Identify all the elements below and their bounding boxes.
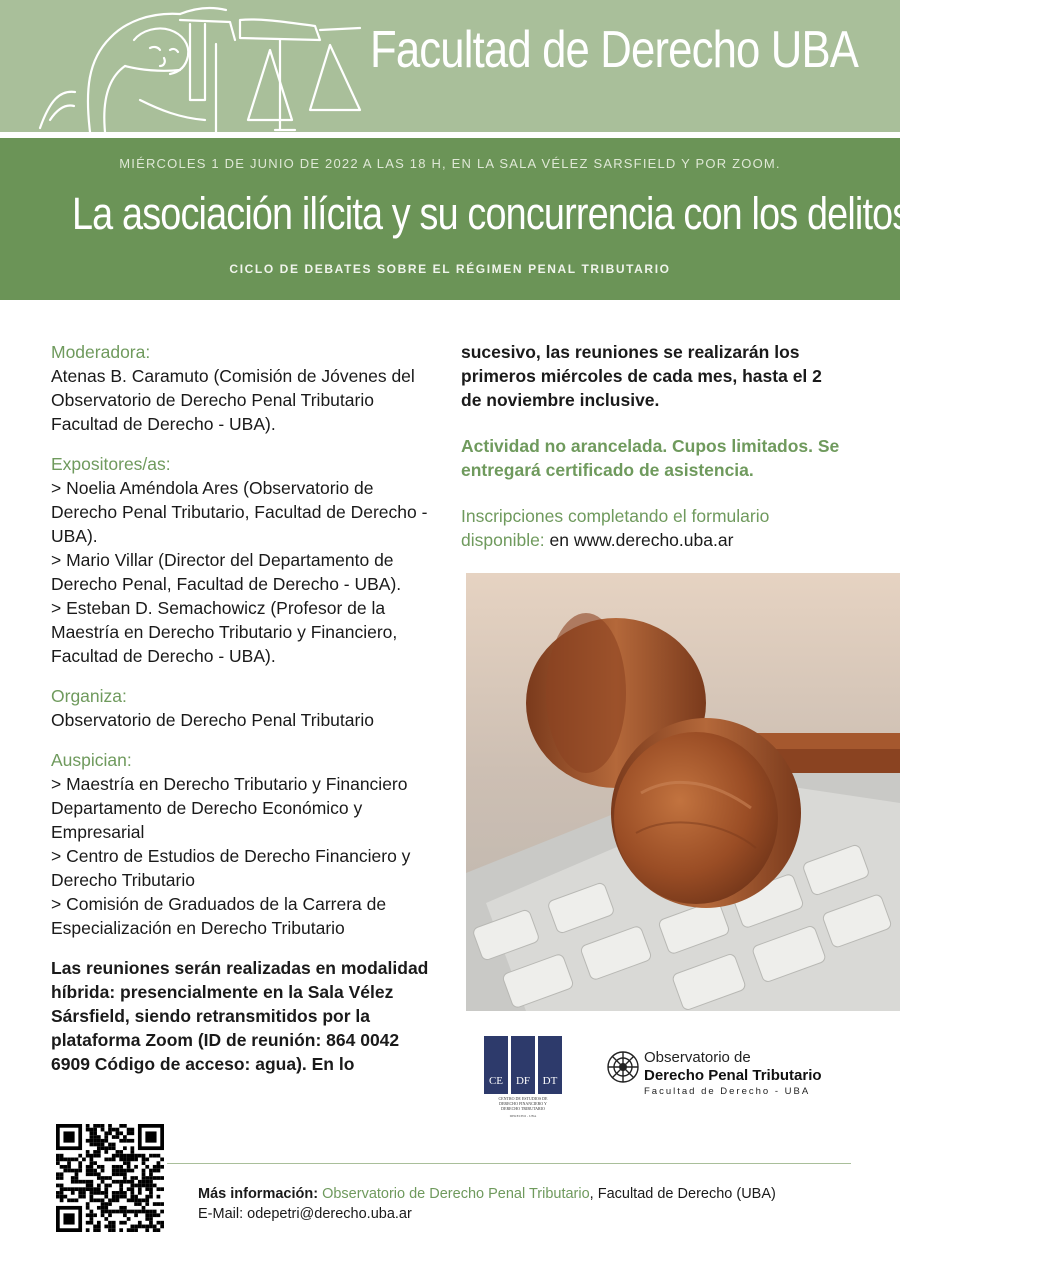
auspician-label: Auspician: bbox=[51, 750, 132, 770]
expositores-line: Facultad de Derecho - UBA). bbox=[51, 646, 276, 666]
auspician-line: > Centro de Estudios de Derecho Financiero y bbox=[51, 846, 411, 866]
footer-info bbox=[198, 1184, 776, 1224]
auspician-line: > Maestría en Derecho Tributario y Financiero bbox=[51, 774, 408, 794]
observatorio-logo bbox=[606, 1045, 856, 1110]
auspician-line: Derecho Tributario bbox=[51, 870, 195, 890]
footer-more-label: Más información: bbox=[198, 1186, 319, 1202]
modalidad-paragraph bbox=[51, 956, 441, 1076]
moderadora-label: Moderadora: bbox=[51, 342, 151, 362]
moderadora-line: Atenas B. Caramuto (Comisión de Jóvenes del bbox=[51, 366, 415, 386]
cedfdt-letter: DT bbox=[542, 1075, 558, 1087]
expositores-line: Derecho Penal Tributario, Facultad de Derecho - bbox=[51, 502, 428, 522]
event-date: MIÉRCOLES 1 DE JUNIO DE 2022 A LAS 18 H, EN LA SALA VÉLEZ SARSFIELD Y POR ZOOM. bbox=[119, 156, 781, 171]
moderadora-line: Observatorio de Derecho Penal Tributario bbox=[51, 390, 374, 410]
organiza-section bbox=[51, 684, 441, 732]
registration-label: disponible: bbox=[461, 530, 545, 550]
site-title: Facultad de Derecho UBA bbox=[369, 21, 858, 79]
cedfdt-small-text: DERECHO TRIBUTARIO bbox=[501, 1106, 545, 1111]
modalidad-line: híbrida: presencialmente en la Sala Vélez bbox=[51, 982, 394, 1002]
observatorio-line2: Derecho Penal Tributario bbox=[644, 1067, 822, 1084]
expositores-line: > Mario Villar (Director del Departamento de bbox=[51, 550, 394, 570]
activity-line: entregará certificado de asistencia. bbox=[461, 460, 754, 480]
observatorio-line3: Facultad de Derecho - UBA bbox=[644, 1086, 811, 1097]
expositores-line: > Noelia Améndola Ares (Observatorio de bbox=[51, 478, 374, 498]
activity-line: Actividad no arancelada. Cupos limitados. Se bbox=[461, 436, 840, 456]
expositores-line: Maestría en Derecho Tributario y Financiero, bbox=[51, 622, 398, 642]
expositores-line: UBA). bbox=[51, 526, 98, 546]
schedule-line: de noviembre inclusive. bbox=[461, 390, 660, 410]
auspician-line: > Comisión de Graduados de la Carrera de bbox=[51, 894, 387, 914]
header-banner bbox=[0, 0, 900, 132]
event-cycle: CICLO DE DEBATES SOBRE EL RÉGIMEN PENAL TRIBUTARIO bbox=[229, 262, 671, 276]
cedfdt-letter: DF bbox=[515, 1075, 531, 1087]
modalidad-line: Las reuniones serán realizadas en modalidad bbox=[51, 958, 429, 978]
footer-divider bbox=[167, 1163, 851, 1164]
footer-observatorio-link[interactable]: Observatorio de Derecho Penal Tributario bbox=[322, 1186, 590, 1202]
footer-email[interactable]: E-Mail: odepetri@derecho.uba.ar bbox=[198, 1206, 412, 1222]
expositores-label: Expositores/as: bbox=[51, 454, 171, 474]
footer-more-info bbox=[198, 1184, 776, 1204]
schedule-paragraph bbox=[461, 340, 861, 412]
schedule-line: primeros miércoles de cada mes, hasta el 2 bbox=[461, 366, 822, 386]
expositores-section bbox=[51, 452, 441, 668]
gavel-calculator-photo bbox=[466, 573, 900, 1011]
registration-url[interactable]: en www.derecho.uba.ar bbox=[544, 530, 734, 550]
organiza-line: Observatorio de Derecho Penal Tributario bbox=[51, 710, 374, 730]
cedfdt-small-text: DERECHO FINANCIERO Y bbox=[499, 1101, 547, 1106]
cedfdt-small-text: DERECHO - UBA bbox=[509, 1114, 537, 1118]
cedfdt-small-text: CENTRO DE ESTUDIOS DE bbox=[498, 1096, 548, 1101]
expositores-line: > Esteban D. Semachowicz (Profesor de la bbox=[51, 598, 386, 618]
modalidad-line: Sársfield, siendo retransmitidos por la bbox=[51, 1006, 370, 1026]
observatorio-line1: Observatorio de bbox=[644, 1049, 751, 1066]
registration-line bbox=[461, 528, 861, 552]
registration-note bbox=[461, 504, 861, 552]
moderadora-section bbox=[51, 340, 441, 436]
auspician-line: Departamento de Derecho Económico y bbox=[51, 798, 363, 818]
modalidad-line: plataforma Zoom (ID de reunión: 864 0042 bbox=[51, 1030, 400, 1050]
left-column bbox=[51, 340, 441, 1076]
auspician-line: Especialización en Derecho Tributario bbox=[51, 918, 345, 938]
modalidad-line: 6909 Código de acceso: agua). En lo bbox=[51, 1054, 355, 1074]
registration-line: Inscripciones completando el formulario bbox=[461, 506, 770, 526]
cedfdt-logo bbox=[484, 1036, 564, 1126]
footer-more-rest: , Facultad de Derecho (UBA) bbox=[589, 1186, 776, 1202]
cedfdt-letter: CE bbox=[488, 1075, 504, 1087]
expositores-line: Derecho Penal, Facultad de Derecho - UBA). bbox=[51, 574, 402, 594]
qr-code[interactable] bbox=[56, 1124, 164, 1232]
event-title: La asociación ilícita y su concurrencia con los delitos fiscales bbox=[72, 188, 1039, 239]
justice-illustration bbox=[30, 0, 390, 132]
auspician-line: Empresarial bbox=[51, 822, 145, 842]
auspician-section bbox=[51, 748, 441, 940]
moderadora-line: Facultad de Derecho - UBA). bbox=[51, 414, 276, 434]
schedule-line: sucesivo, las reuniones se realizarán los bbox=[461, 342, 800, 362]
organiza-label: Organiza: bbox=[51, 686, 127, 706]
activity-note bbox=[461, 434, 861, 482]
right-column bbox=[461, 340, 861, 552]
